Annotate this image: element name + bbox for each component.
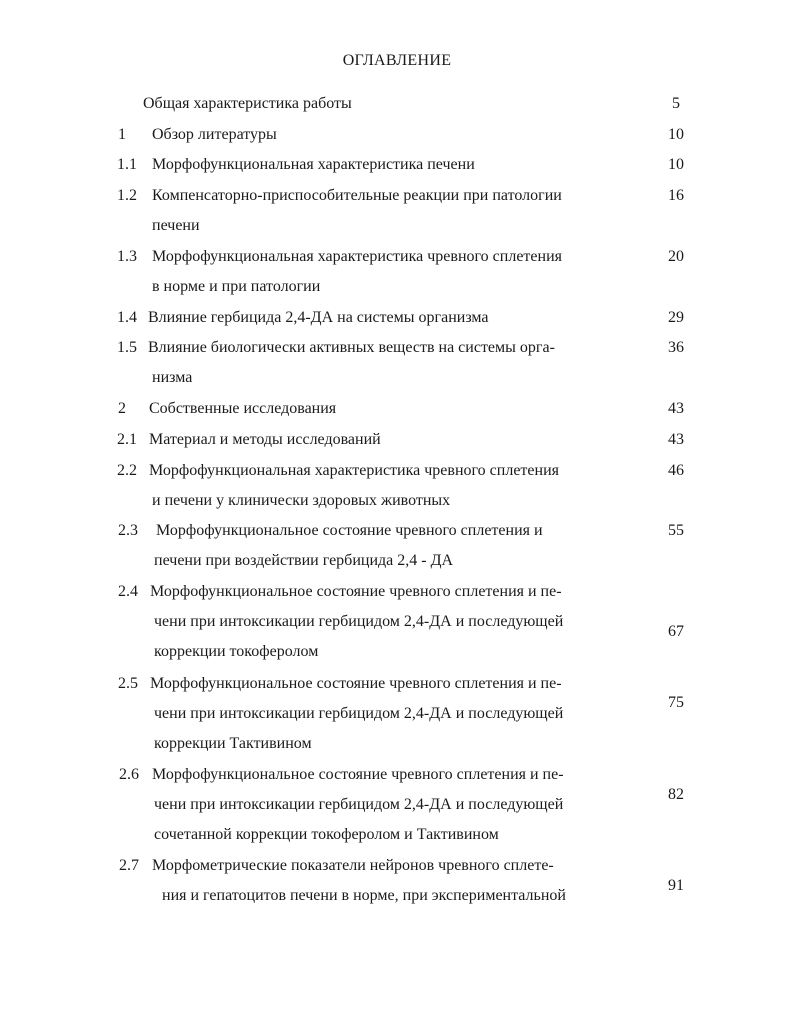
toc-entry-text: Морфофункциональное состояние чревного сплетения и пе- xyxy=(150,583,562,600)
toc-entry-number: 2.1 xyxy=(117,431,137,448)
toc-page-number: 10 xyxy=(668,156,684,173)
toc-page-number: 10 xyxy=(668,126,684,143)
toc-entry-text: чени при интоксикации гербицидом 2,4-ДА и последующей xyxy=(154,705,564,722)
toc-page-number: 29 xyxy=(668,309,684,326)
toc-page-number: 67 xyxy=(668,623,684,640)
page-title: ОГЛАВЛЕНИЕ xyxy=(342,52,452,69)
toc-entry-text: чени при интоксикации гербицидом 2,4-ДА и последующей xyxy=(154,613,564,630)
toc-page-number: 91 xyxy=(668,877,684,894)
toc-entry-text: Морфофункциональная характеристика чревного сплетения xyxy=(149,462,559,479)
toc-entry-text: Компенсаторно-приспособительные реакции при патологии xyxy=(152,187,562,204)
toc-entry-text: Собственные исследования xyxy=(149,400,337,417)
toc-entry-number: 1 xyxy=(118,126,126,143)
toc-entry-number: 2.5 xyxy=(118,675,138,692)
toc-entry-text: Морфометрические показатели нейронов чревного сплете- xyxy=(152,857,554,874)
toc-page-number: 55 xyxy=(668,522,684,539)
toc-entry-text: Морфофункциональная характеристика чревного сплетения xyxy=(152,248,562,265)
toc-entry-text: ния и гепатоцитов печени в норме, при экспериментальной xyxy=(162,887,566,904)
toc-entry-number: 1.5 xyxy=(117,339,137,356)
toc-entry-text: низма xyxy=(152,369,193,386)
toc-page-number: 43 xyxy=(668,431,684,448)
toc-entry-text: Морфофункциональная характеристика печени xyxy=(152,156,475,173)
toc-page-number: 20 xyxy=(668,248,684,265)
toc-entry-number: 1.4 xyxy=(117,309,137,326)
toc-entry-number: 1.1 xyxy=(117,156,137,173)
toc-page-number: 36 xyxy=(668,339,684,356)
toc-entry-text: Общая характеристика работы xyxy=(143,95,352,112)
toc-entry-text: в норме и при патологии xyxy=(152,278,321,295)
toc-entry-text: и печени у клинически здоровых животных xyxy=(152,492,451,509)
toc-entry-number: 2.6 xyxy=(119,766,139,783)
toc-entry-text: Морфофункциональное состояние чревного сплетения и xyxy=(156,522,543,539)
toc-entry-number: 2.4 xyxy=(118,583,138,600)
toc-entry-text: Морфофункциональное состояние чревного сплетения и пе- xyxy=(152,766,564,783)
toc-entry-text: коррекции токоферолом xyxy=(154,643,319,660)
toc-entry-text: печени xyxy=(152,217,200,234)
toc-page-number: 43 xyxy=(668,400,684,417)
toc-entry-text: Влияние биологически активных веществ на системы орга- xyxy=(148,339,555,356)
toc-entry-text: чени при интоксикации гербицидом 2,4-ДА и последующей xyxy=(154,796,564,813)
toc-page-number: 75 xyxy=(668,694,684,711)
toc-page-number: 16 xyxy=(668,187,684,204)
toc-entry-number: 2.2 xyxy=(117,462,137,479)
toc-entry-number: 1.3 xyxy=(117,248,137,265)
toc-entry-number: 2.3 xyxy=(118,522,138,539)
toc-page-number: 82 xyxy=(668,786,684,803)
toc-entry-number: 1.2 xyxy=(117,187,137,204)
toc-entry-text: печени при воздействии гербицида 2,4 - ДА xyxy=(154,552,454,569)
toc-entry-number: 2 xyxy=(118,400,126,417)
toc-entry-number: 2.7 xyxy=(119,857,139,874)
toc-entry-text: сочетанной коррекции токоферолом и Тактивином xyxy=(154,826,499,843)
toc-entry-text: коррекции Тактивином xyxy=(154,735,312,752)
toc-entry-text: Обзор литературы xyxy=(152,126,277,143)
toc-entry-text: Материал и методы исследований xyxy=(149,431,381,448)
toc-entry-text: Влияние гербицида 2,4-ДА на системы организма xyxy=(148,309,489,326)
toc-page-number: 5 xyxy=(672,95,680,112)
toc-page-number: 46 xyxy=(668,462,684,479)
toc-entry-text: Морфофункциональное состояние чревного сплетения и пе- xyxy=(150,675,562,692)
